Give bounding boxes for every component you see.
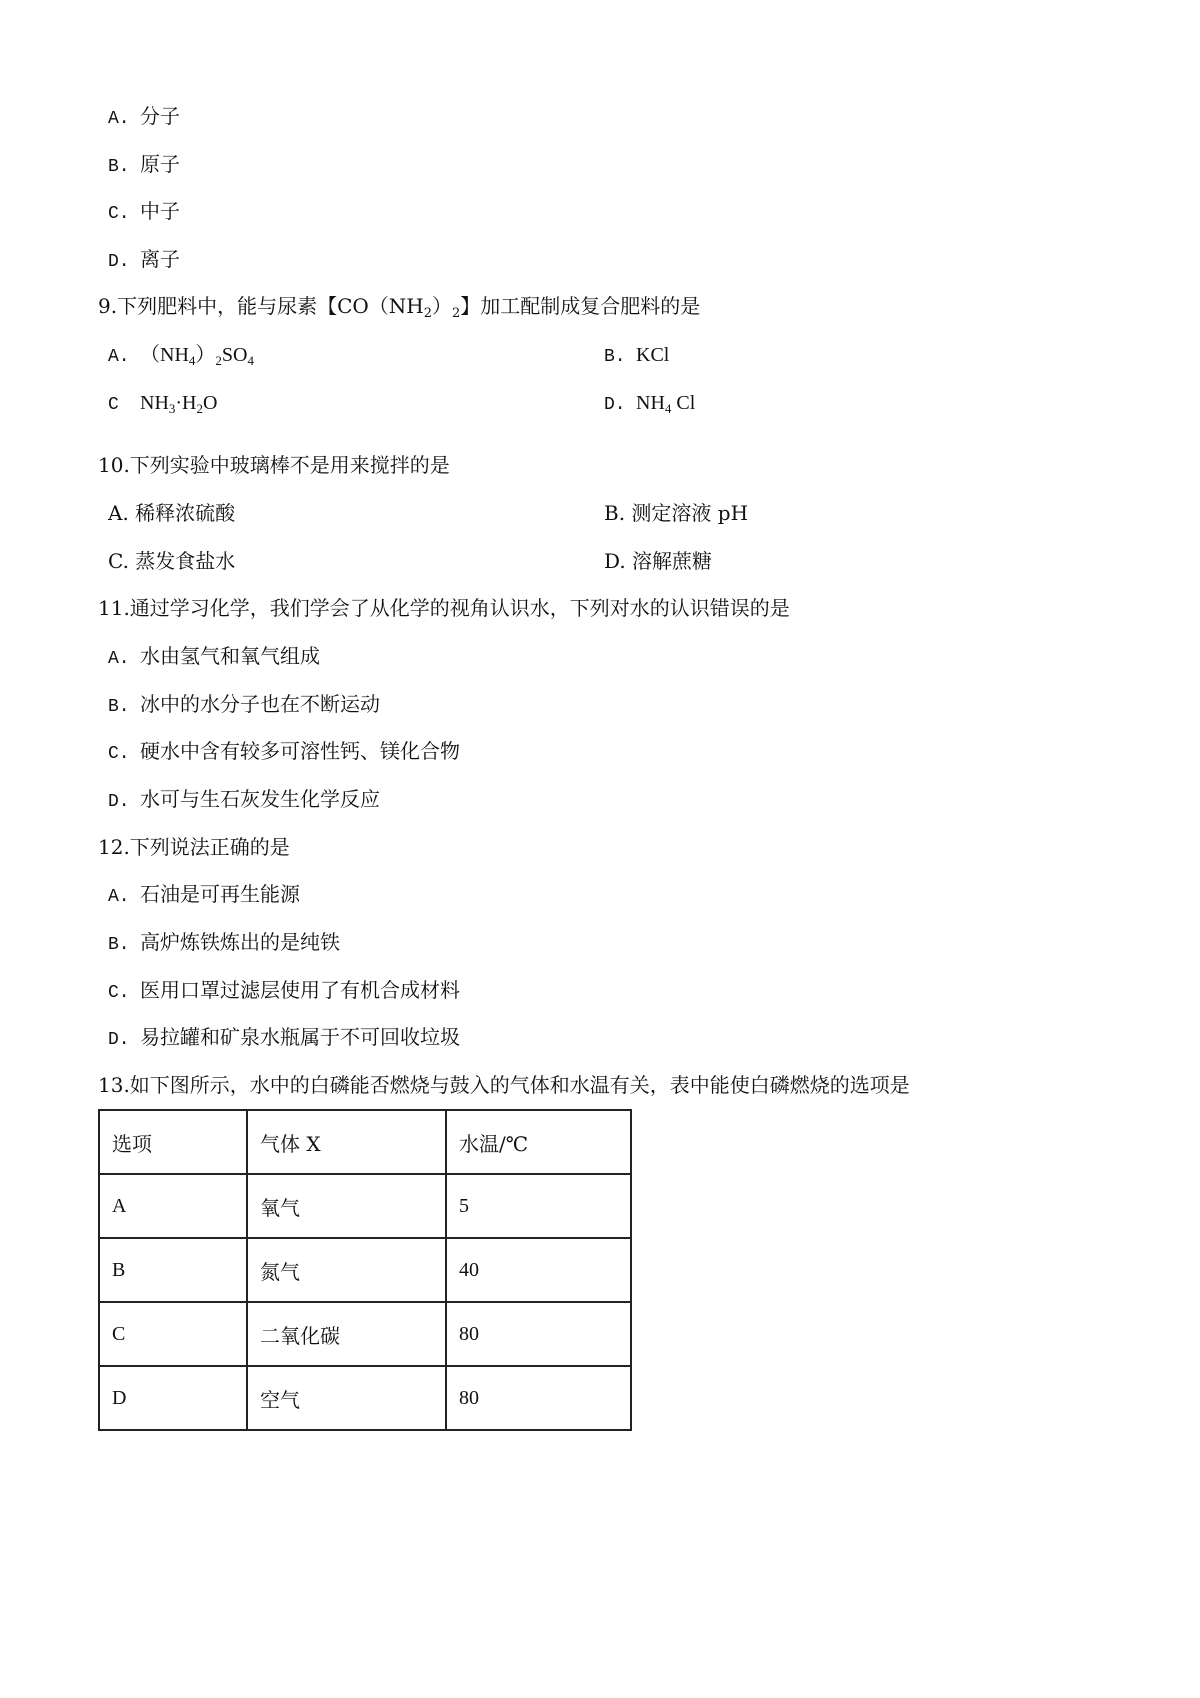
subscript: 4 bbox=[664, 401, 672, 416]
option-label: D. bbox=[604, 395, 626, 415]
option-text: 硬水中含有较多可溶性钙、镁化合物 bbox=[140, 739, 460, 763]
q12-option-b bbox=[108, 928, 340, 959]
option-label: D. bbox=[108, 792, 130, 812]
subscript: 2 bbox=[452, 306, 461, 321]
formula-part: （NH bbox=[140, 344, 189, 366]
q8-option-a bbox=[108, 102, 180, 133]
q11-option-b bbox=[108, 690, 380, 721]
option-text: 分子 bbox=[140, 104, 180, 128]
subscript: 3 bbox=[168, 401, 176, 416]
option-label: D. bbox=[108, 252, 130, 272]
subscript: 4 bbox=[188, 353, 196, 368]
q10-option-b: B. 测定溶液 pH bbox=[604, 501, 749, 525]
q11-option-a bbox=[108, 642, 320, 673]
table-cell: B bbox=[99, 1238, 247, 1302]
q10-option-c: C. 蒸发食盐水 bbox=[108, 549, 236, 573]
formula-part: NH bbox=[636, 392, 665, 414]
q10-option-a: A. 稀释浓硫酸 bbox=[108, 501, 236, 525]
option-text: 冰中的水分子也在不断运动 bbox=[140, 692, 380, 716]
table-cell: 80 bbox=[446, 1302, 631, 1366]
formula bbox=[140, 344, 254, 366]
option-label: A. bbox=[108, 347, 130, 367]
option-label: B. bbox=[604, 347, 626, 367]
table-header-row bbox=[99, 1110, 631, 1174]
option-text: 水可与生石灰发生化学反应 bbox=[140, 787, 380, 811]
option-text: 中子 bbox=[140, 199, 180, 223]
table-cell: 氧气 bbox=[247, 1174, 446, 1238]
q8-option-d bbox=[108, 245, 180, 276]
q9-stem-pre: 9.下列肥料中，能与尿素【CO（NH bbox=[98, 294, 424, 318]
table-header-cell: 选项 bbox=[99, 1110, 247, 1174]
option-label: A. bbox=[108, 887, 130, 907]
table-cell: 80 bbox=[446, 1366, 631, 1430]
q10-stem: 10.下列实验中玻璃棒不是用来搅拌的是 bbox=[98, 453, 450, 477]
subscript: 4 bbox=[247, 353, 254, 368]
table-row bbox=[99, 1174, 631, 1238]
option-text: 医用口罩过滤层使用了有机合成材料 bbox=[140, 978, 460, 1002]
table-header-cell: 气体 X bbox=[247, 1110, 446, 1174]
table-cell: 空气 bbox=[247, 1366, 446, 1430]
option-label: C. bbox=[108, 744, 130, 764]
q8-option-c bbox=[108, 197, 180, 228]
option-text: 石油是可再生能源 bbox=[140, 882, 300, 906]
q9-option-a bbox=[108, 340, 254, 371]
option-label: B. bbox=[108, 935, 130, 955]
q12-option-a bbox=[108, 880, 300, 911]
option-label: C. bbox=[108, 983, 130, 1003]
option-text: 离子 bbox=[140, 247, 180, 271]
q11-stem: 11.通过学习化学，我们学会了从化学的视角认识水，下列对水的认识错误的是 bbox=[98, 596, 790, 620]
formula-part: SO bbox=[221, 344, 248, 366]
table-header-cell: 水温/℃ bbox=[446, 1110, 631, 1174]
table-cell: D bbox=[99, 1366, 247, 1430]
formula-part: ） bbox=[195, 344, 216, 366]
option-label: B. bbox=[108, 697, 130, 717]
option-text: 易拉罐和矿泉水瓶属于不可回收垃圾 bbox=[140, 1025, 460, 1049]
q11-option-d bbox=[108, 785, 380, 816]
q9-option-d bbox=[604, 388, 695, 419]
table-cell: 40 bbox=[446, 1238, 631, 1302]
formula-part: O bbox=[203, 392, 218, 414]
formula-part: ·H bbox=[175, 392, 197, 414]
table-row bbox=[99, 1302, 631, 1366]
option-text: 水由氢气和氧气组成 bbox=[140, 644, 320, 668]
formula bbox=[636, 392, 695, 414]
formula-part: NH bbox=[140, 392, 169, 414]
formula bbox=[140, 392, 217, 414]
q12-stem: 12.下列说法正确的是 bbox=[98, 835, 290, 859]
subscript: 2 bbox=[423, 306, 433, 321]
q13-options-table bbox=[98, 1109, 632, 1431]
option-label: A. bbox=[108, 109, 130, 129]
table-cell: 5 bbox=[446, 1174, 631, 1238]
table-cell: 氮气 bbox=[247, 1238, 446, 1302]
q12-option-c bbox=[108, 976, 460, 1007]
q10-option-d: D. 溶解蔗糖 bbox=[604, 549, 713, 573]
q13-stem: 13.如下图所示，水中的白磷能否燃烧与鼓入的气体和水温有关，表中能使白磷燃烧的选项是 bbox=[98, 1073, 910, 1097]
q9-stem bbox=[98, 292, 700, 320]
q9-option-c bbox=[108, 388, 217, 419]
option-label: B. bbox=[108, 157, 130, 177]
q9-stem-mid: ） bbox=[432, 294, 453, 318]
q8-option-b bbox=[108, 150, 180, 181]
formula: KCl bbox=[636, 344, 670, 366]
q9-stem-post: 】加工配制成复合肥料的是 bbox=[460, 294, 701, 318]
q12-option-d bbox=[108, 1023, 460, 1054]
option-label: C bbox=[108, 395, 119, 415]
q11-option-c bbox=[108, 737, 460, 768]
subscript: 2 bbox=[215, 353, 222, 368]
formula-part: Cl bbox=[671, 392, 696, 414]
option-text: 高炉炼铁炼出的是纯铁 bbox=[140, 930, 340, 954]
table-cell: C bbox=[99, 1302, 247, 1366]
table-cell: 二氧化碳 bbox=[247, 1302, 446, 1366]
table-row bbox=[99, 1238, 631, 1302]
table-row bbox=[99, 1366, 631, 1430]
table-cell: A bbox=[99, 1174, 247, 1238]
subscript: 2 bbox=[196, 401, 203, 416]
option-text: 原子 bbox=[140, 152, 180, 176]
option-label: C. bbox=[108, 204, 130, 224]
option-label: A. bbox=[108, 649, 130, 669]
option-label: D. bbox=[108, 1030, 130, 1050]
q9-option-b bbox=[604, 340, 669, 371]
